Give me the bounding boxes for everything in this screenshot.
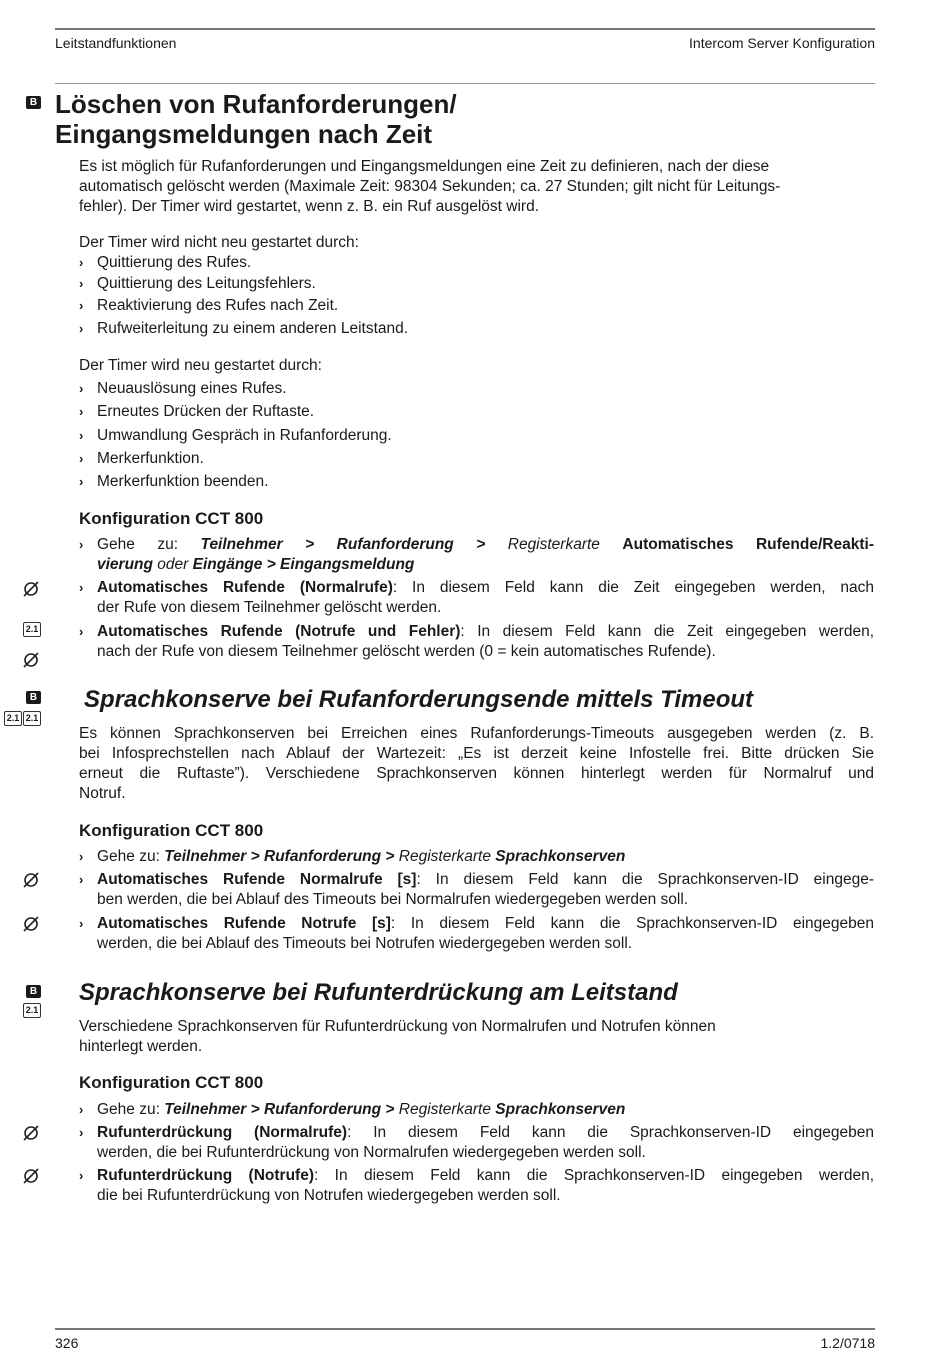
list-item: › Automatisches Rufende (Normalrufe): In diesem Feld kann die Zeit eingegeben werden, nach der Rufe von diesem Teilnehmer gelöscht werden. <box>79 579 875 616</box>
chevron-right-icon: › <box>79 298 84 313</box>
chevron-right-icon: › <box>79 321 84 336</box>
no-restart-intro: Der Timer wird nicht neu gestartet durch: <box>79 234 359 251</box>
not-applicable-icon <box>22 651 40 669</box>
list-item: › Rufunterdrückung (Notrufe): In diesem Feld kann die Sprachkonserven-ID eingegeben werden, die bei Rufunterdrückung von Notrufen wiedergegeben werden soll. <box>79 1167 874 1204</box>
list-item: › Quittierung des Leitungsfehlers. <box>79 275 316 292</box>
chevron-right-icon: › <box>79 255 84 270</box>
restart-intro: Der Timer wird neu gestartet durch: <box>79 357 322 374</box>
chevron-right-icon: › <box>79 849 84 864</box>
list-item: › Rufunterdrückung (Normalrufe): In diesem Feld kann die Sprachkonserven-ID eingegeben werden, die bei Rufunterdrückung von Normalrufen wiedergegeben werden soll. <box>79 1124 875 1161</box>
not-applicable-icon <box>22 871 40 889</box>
chevron-right-icon: › <box>79 872 84 887</box>
section3-config-heading: Konfiguration CCT 800 <box>79 1073 264 1092</box>
list-item: › Automatisches Rufende (Notrufe und Fehler): In diesem Feld kann die Zeit eingegeben werden, nach der Rufe von diesem Teilnehmer gelöscht werden (0 = kein automatisches Rufende). <box>79 623 874 660</box>
section3-title: Sprachkonserve bei Rufunterdrückung am Leitstand <box>79 979 678 1006</box>
section2-title: Sprachkonserve bei Rufanforderungsende mittels Timeout <box>84 686 754 713</box>
section1-config-heading: Konfiguration CCT 800 <box>79 509 264 528</box>
not-applicable-icon <box>22 1124 40 1142</box>
goto-instruction: › Gehe zu: Teilnehmer > Rufanforderung > Registerkarte Automatisches Rufende/Reakti- vierung oder Eingänge > Eingangsmeldung <box>79 536 874 573</box>
goto-instruction: › Gehe zu: Teilnehmer > Rufanforderung > Registerkarte Sprachkonserven <box>79 848 626 865</box>
list-item: › Umwandlung Gespräch in Rufanforderung. <box>79 427 392 444</box>
footer-divider <box>55 1328 875 1330</box>
section2-intro: Es können Sprachkonserven bei Erreichen eines Rufanforderungs-Timeouts ausgegeben werden (z. B. bei Infosprechstellen nach Ablauf der Wartezeit: „Es ist derzeit keine Infostelle frei. Bitte drücken Sie erneut die Ruftaste”). Verschiedene Sprachkonserven können hinterlegt werden für Normalruf und Notruf. <box>79 725 874 802</box>
version-2-1-badge: 2.1 <box>23 1003 41 1018</box>
chevron-right-icon: › <box>79 580 84 595</box>
header-divider <box>55 83 875 84</box>
chevron-right-icon: › <box>79 428 84 443</box>
chevron-right-icon: › <box>79 276 84 291</box>
not-applicable-icon <box>22 1167 40 1185</box>
chevron-right-icon: › <box>79 381 84 396</box>
page-header <box>55 28 875 51</box>
chevron-right-icon: › <box>79 474 84 489</box>
list-item: › Merkerfunktion beenden. <box>79 473 269 490</box>
list-item: › Rufweiterleitung zu einem anderen Leitstand. <box>79 320 409 337</box>
chevron-right-icon: › <box>79 404 84 419</box>
list-item: › Erneutes Drücken der Ruftaste. <box>79 403 315 420</box>
not-applicable-icon <box>22 580 40 598</box>
version-2-1-badge: 2.1 <box>23 622 41 637</box>
version-2-1-badge: 2.1 <box>23 711 41 726</box>
list-item: › Merkerfunktion. <box>79 450 204 467</box>
chevron-right-icon: › <box>79 1168 84 1183</box>
list-item: › Reaktivierung des Rufes nach Zeit. <box>79 297 339 314</box>
b-badge-icon: B <box>26 985 41 998</box>
section1-intro: Es ist möglich für Rufanforderungen und Eingangsmeldungen eine Zeit zu definieren, nach der diese automatisch gelöscht werden (Maximale Zeit: 98304 Sekunden; ca. 27 Stunden; gilt nicht für Leitungs- fehler). Der Timer wird gestartet, wenn z. B. ein Ruf ausgelöst wird. <box>79 158 781 215</box>
chevron-right-icon: › <box>79 624 84 639</box>
list-item: › Automatisches Rufende Notrufe [s]: In diesem Feld kann die Sprachkonserven-ID eingegeben werden, die bei Ablauf des Timeouts bei Notrufen wiedergegeben werden soll. <box>79 915 874 952</box>
chevron-right-icon: › <box>79 1102 84 1117</box>
list-item: › Automatisches Rufende Normalrufe [s]: In diesem Feld kann die Sprachkonserven-ID eingege- ben werden, die bei Ablauf des Timeouts bei Normalrufen wiedergegeben werden soll. <box>79 871 874 908</box>
chevron-right-icon: › <box>79 1125 84 1140</box>
section2-config-heading: Konfiguration CCT 800 <box>79 821 264 840</box>
section1-title: Löschen von Rufanforderungen/ Eingangsmeldungen nach Zeit <box>55 89 457 149</box>
not-applicable-icon <box>22 915 40 933</box>
header-right: Intercom Server Konfiguration <box>689 35 875 51</box>
b-badge-icon: B <box>26 96 41 109</box>
b-badge-icon: B <box>26 691 41 704</box>
goto-instruction: › Gehe zu: Teilnehmer > Rufanforderung > Registerkarte Sprachkonserven <box>79 1101 626 1118</box>
version-2-1-badge: 2.1 <box>4 711 22 726</box>
list-item: › Quittierung des Rufes. <box>79 254 252 271</box>
page-number: 326 <box>55 1335 79 1351</box>
list-item: › Neuauslösung eines Rufes. <box>79 380 287 397</box>
doc-version: 1.2/0718 <box>820 1335 875 1351</box>
section3-intro: Verschiedene Sprachkonserven für Rufunterdrückung von Normalrufen und Notrufen können hinterlegt werden. <box>79 1018 716 1055</box>
chevron-right-icon: › <box>79 537 84 552</box>
chevron-right-icon: › <box>79 916 84 931</box>
header-left: Leitstandfunktionen <box>55 35 177 51</box>
chevron-right-icon: › <box>79 451 84 466</box>
